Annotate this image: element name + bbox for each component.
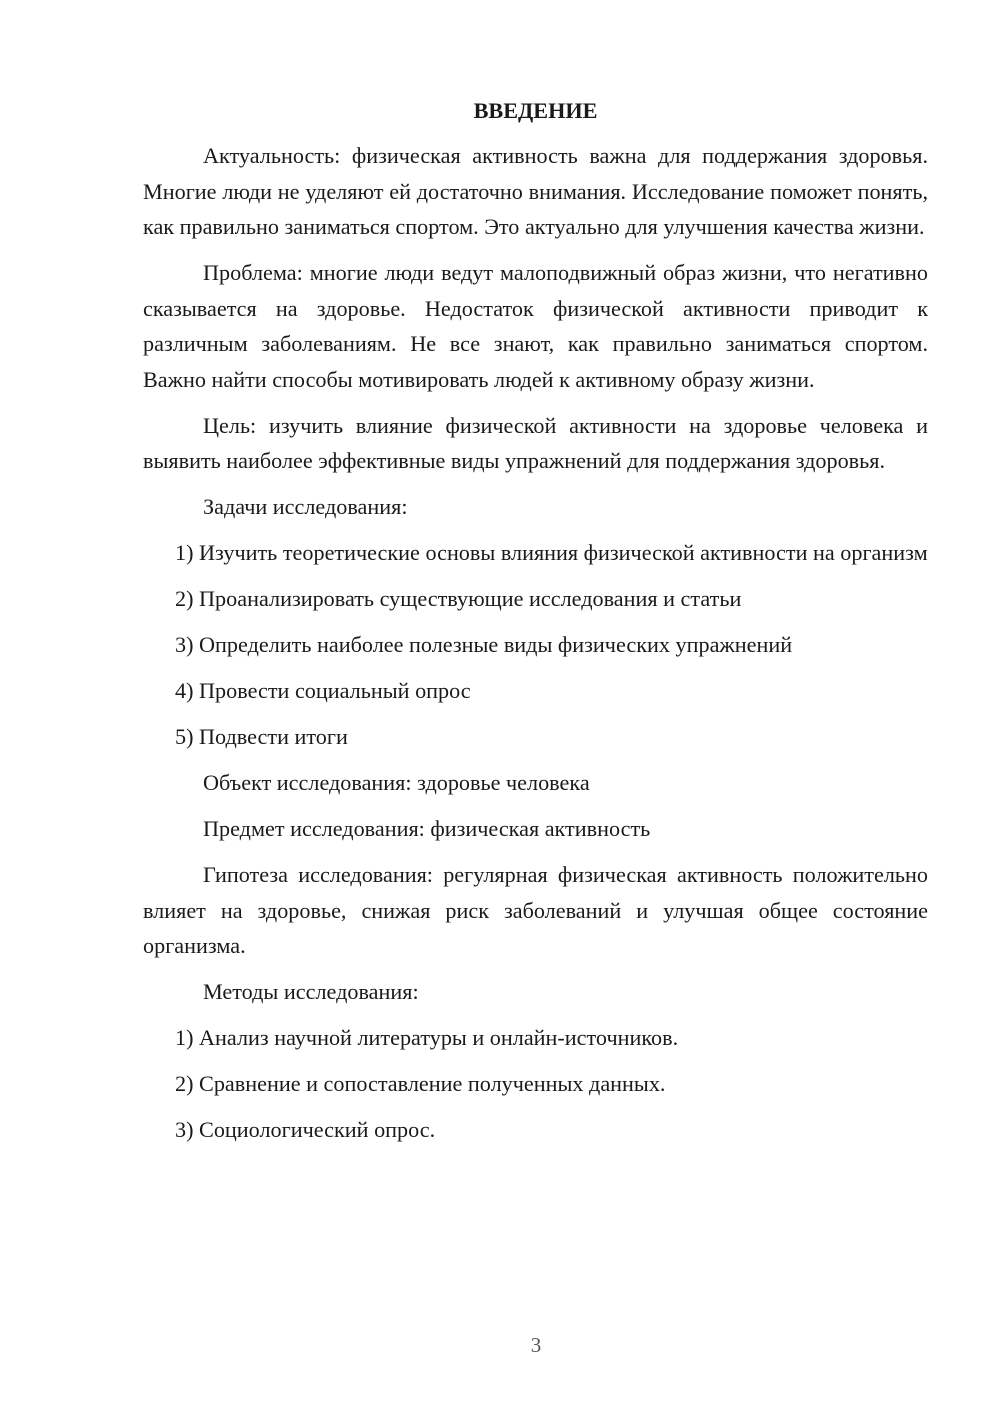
page-number: 3 [530, 1333, 542, 1357]
research-object: Объект исследования: здоровье человека [203, 770, 590, 795]
task-item-2: 2) Проанализировать существующие исследования и статьи [175, 586, 742, 611]
task-item-5: 5) Подвести итоги [175, 724, 348, 749]
problem-paragraph: Проблема: многие люди ведут малоподвижный образ жизни, что негативно сказывается на здоровье. Недостаток физической активности приводит к различным заболеваниям. Не все знают, как правильно заниматься спортом. Важно найти способы мотивировать людей к активному образу жизни. [143, 260, 928, 392]
research-subject: Предмет исследования: физическая активность [203, 816, 651, 841]
task-item-1: 1) Изучить теоретические основы влияния физической активности на организм [175, 540, 928, 565]
task-item-3: 3) Определить наиболее полезные виды физических упражнений [175, 632, 793, 657]
hypothesis-paragraph: Гипотеза исследования: регулярная физическая активность положительно влияет на здоровье, снижая риск заболеваний и улучшая общее состояние организма. [143, 862, 928, 958]
page-title: ВВЕДЕНИЕ [473, 98, 598, 123]
method-item-2: 2) Сравнение и сопоставление полученных данных. [175, 1071, 666, 1096]
method-item-3: 3) Социологический опрос. [175, 1117, 436, 1142]
document-body [143, 93, 928, 1158]
tasks-heading: Задачи исследования: [203, 494, 408, 519]
relevance-paragraph: Актуальность: физическая активность важна для поддержания здоровья. Многие люди не уделяют ей достаточно внимания. Исследование поможет понять, как правильно заниматься спортом. Это актуально для улучшения качества жизни. [143, 143, 928, 239]
method-item-1: 1) Анализ научной литературы и онлайн-источников. [175, 1025, 679, 1050]
goal-paragraph: Цель: изучить влияние физической активности на здоровье человека и выявить наиболее эффективные виды упражнений для поддержания здоровья. [143, 412, 928, 473]
task-item-4: 4) Провести социальный опрос [175, 678, 471, 703]
methods-heading: Методы исследования: [203, 979, 419, 1004]
